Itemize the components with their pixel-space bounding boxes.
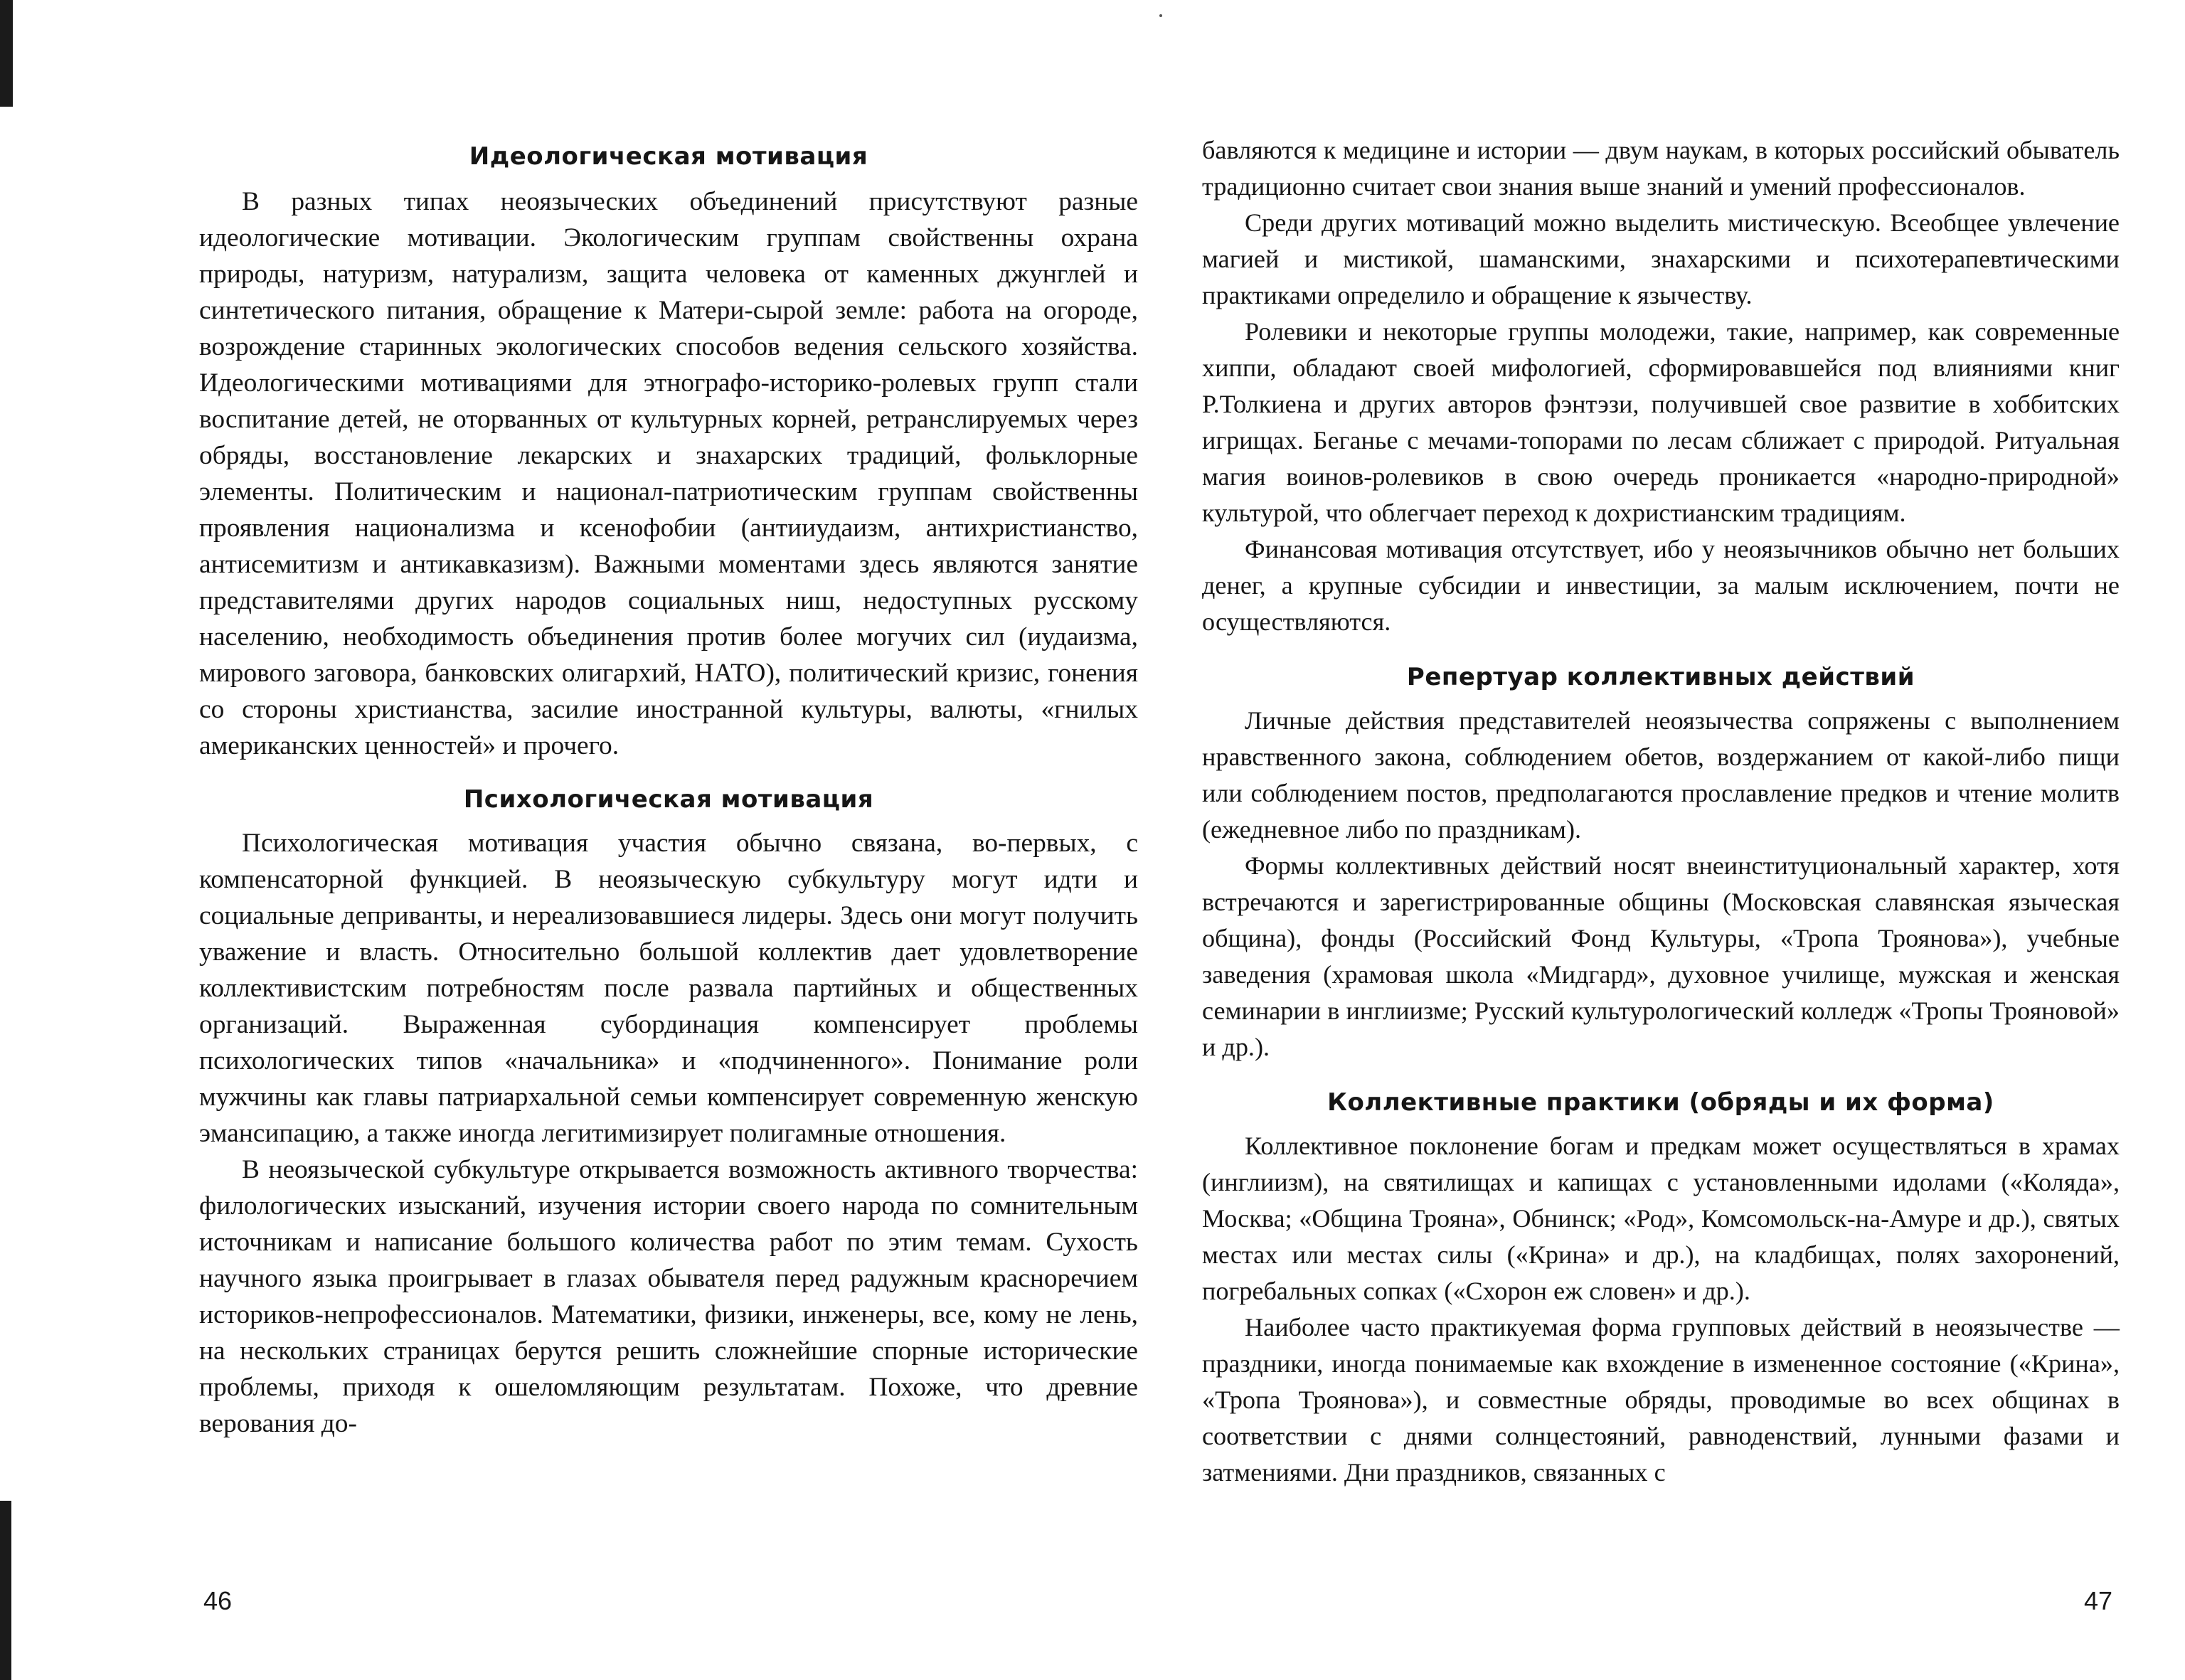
paragraph-psychological-2: В неоязыческой субкультуре открывается возможность активного творчества: филологических изысканий, изучения истории своего народа по сомнительным источникам и написание большого количества работ по этим темам. Сухость научного языка проигрывает в глазах обывателя перед радужным красноречием историков-непрофессионалов. Математики, физики, инженеры, все, кому не лень, на нескольких страницах берутся решить сложнейшие спорные исторические проблемы, приходя к ошеломляющим результатам. Похоже, что древние верования до-	[199, 1155, 1138, 1438]
right-page	[1138, 0, 2185, 1680]
paragraph-worship: Коллективное поклонение богам и предкам может осуществляться в храмах (инглиизм), на святилищах и капищах с установленными идолами («Коляда», Москва; «Община Трояна», Обнинск; «Род», Комсомольск-на-Амуре и др.), святых местах или местах силы («Крина» и др.), на кладбищах, полях захоронений, погребальных сопках («Схорон еж словен» и др.).	[1202, 1132, 2120, 1305]
left-column	[199, 142, 1138, 1442]
paragraph-collective-forms: Формы коллективных действий носят внеинституциональный характер, хотя встречаются и зарегистрированные общины (Московская славянская языческая община), фонды (Российский Фонд Культуры, «Тропа Троянова»), учебные заведения (храмовая школа «Мидгард», духовное училище, мужская и женская семинарии в инглиизме; Русский культурологический колледж «Тропы Трояновой» и др.).	[1202, 851, 2120, 1061]
heading-ideological-motivation: Идеологическая мотивация	[469, 142, 868, 171]
heading-collective-practices: Коллективные практики (обряды и их форма)	[1327, 1088, 1994, 1117]
paragraph-financial-motivation: Финансовая мотивация отсутствует, ибо у неоязычников обычно нет больших денег, а крупные субсидии и инвестиции, за малым исключением, почти не осуществляются.	[1202, 535, 2120, 636]
paragraph-personal-actions: Личные действия представителей неоязычества сопряжены с выполнением нравственного закона, соблюдением обетов, воздержанием от какой-либо пищи или соблюдением постов, предполагаются прославление предков и чтение молитв (ежедневное либо по праздникам).	[1202, 706, 2120, 844]
paragraph-mystical-motivation: Среди других мотиваций можно выделить мистическую. Всеобщее увлечение магией и мистикой, шаманскими, знахарскими и психотерапевтическими практиками определило и обращение к язычеству.	[1202, 208, 2120, 309]
paragraph-psychological-1: Психологическая мотивация участия обычно связана, во-первых, с компенсаторной функцией. В неоязыческую субкультуру могут идти и социальные деприванты, и нереализовавшиеся лидеры. Здесь они могут получить уважение и власть. Относительно большой коллектив дает удовлетворение коллективистским потребностям после развала партийных и общественных организаций. Выраженная субординация компенсирует проблемы психологических типов «начальника» и «подчиненного». Понимание роли мужчины как главы патриархальной семьи компенсирует современную женскую эмансипацию, а также иногда легитимизирует полигамные отношения.	[199, 829, 1138, 1148]
heading-collective-repertoire: Репертуар коллективных действий	[1406, 663, 1915, 691]
heading-psychological-motivation: Психологическая мотивация	[463, 785, 874, 814]
right-column	[1202, 132, 2120, 1491]
paragraph-role-players: Ролевики и некоторые группы молодежи, такие, например, как современные хиппи, обладают своей мифологией, сформировавшейся под влияниями книг Р.Толкиена и других авторов фэнтэзи, получившей свое развитие в хоббитских игрищах. Беганье с мечами-топорами по лесам сближает с природой. Ритуальная магия воинов-ролевиков в свою очередь проникается «народно-природной» культурой, что облегчает переход к дохристианским традициям.	[1202, 317, 2120, 527]
paragraph-continuation: бавляются к медицине и истории — двум наукам, в которых российский обыватель традиционно считает свои знания выше знаний и умений профессионалов.	[1202, 136, 2120, 201]
paragraph-ideological-1: В разных типах неоязыческих объединений присутствуют разные идеологические мотивации. Экологическим группам свойственны охрана природы, натуризм, натурализм, защита человека от каменных джунглей и синтетического питания, обращение к Матери-сырой земле: работа на огороде, возрождение старинных экологических способов ведения сельского хозяйства. Идеологическими мотивациями для этнографо-историко-ролевых групп стали воспитание детей, не оторванных от культурных корней, ретранслируемых через обряды, восстановление лекарских и знахарских традиций, фольклорные элементы. Политическим и национал-патриотическим группам свойственны проявления национализма и ксенофобии (антииудаизм, антихристианство, антисемитизм и антикавказизм). Важными моментами здесь являются занятие представителями других народов социальных ниш, недоступных русскому населению, необходимость объединения против более могучих сил (иудаизма, мирового заговора, банковских олигархий, НАТО), политический кризис, гонения со стороны христианства, засилие иностранной культуры, валюты, «гнилых американских ценностей» и прочего.	[199, 187, 1138, 760]
page-number-right: 47	[2084, 1586, 2113, 1615]
paragraph-holidays: Наиболее часто практикуемая форма групповых действий в неоязычестве — праздники, иногда понимаемые как вхождение в измененное состояние («Крина», «Тропа Троянова»), и совместные обряды, проводимые во всех общинах в соответствии с днями солнцестояний, равноденствий, лунными фазами и затмениями. Дни праздников, связанных с	[1202, 1313, 2120, 1487]
page-number-left: 46	[203, 1586, 233, 1615]
